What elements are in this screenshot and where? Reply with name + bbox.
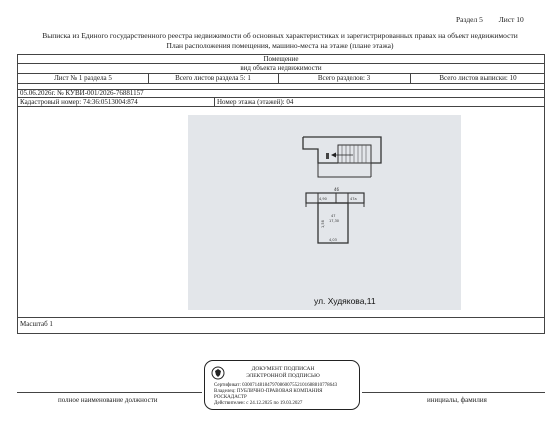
name-caption: инициалы, фамилия xyxy=(427,396,487,404)
room-area-label: 4,90 xyxy=(319,197,327,201)
document-title: Выписка из Единого государственного реестра недвижимости об основных характеристиках и зарегистрированных правах на объект недвижимости xyxy=(42,31,518,40)
room-47a-label: 47а xyxy=(350,197,357,201)
page-header-right xyxy=(452,15,524,24)
floor-plan-drawing xyxy=(188,115,461,310)
document-subtitle: План расположения помещения, машино-места на этаже (плане этажа) xyxy=(166,41,394,50)
e-signature-stamp xyxy=(204,360,360,410)
total-sheets: Всего листов выписки: 10 xyxy=(439,74,517,82)
address-label: ул. Худякова,11 xyxy=(314,296,376,306)
date-number: 05.06.2026г. № КУВИ-001/2026-76881157 xyxy=(20,89,144,97)
room-side-label: 1,58 xyxy=(321,220,325,228)
floor-plan-image xyxy=(188,115,461,310)
section-label: Раздел 5 xyxy=(456,15,483,24)
position-caption: полное наименование должности xyxy=(58,396,158,404)
signature-owner: Владелец: ПУБЛИЧНО-ПРАВОВАЯ КОМПАНИЯ xyxy=(214,389,323,394)
total-sheets-section: Всего листов раздела 5: 1 xyxy=(175,74,251,82)
room-bottom-label: 4,03 xyxy=(329,238,337,242)
signature-line2: ЭЛЕКТРОННОЙ ПОДПИСЬЮ xyxy=(246,373,320,379)
signature-owner-org: РОСКАДАСТР xyxy=(214,395,247,400)
object-type-caption: вид объекта недвижимости xyxy=(240,64,322,72)
room-47-label: 47 xyxy=(331,214,336,218)
room-47-area-label: 17,30 xyxy=(329,219,340,223)
scale-label: Масштаб 1 xyxy=(20,320,53,328)
signature-certificate: Сертификат: 03007148184797086007552101688810778643 xyxy=(214,383,338,388)
signature-validity: Действителен: с 24.12.2025 по 19.03.2027 xyxy=(214,401,303,406)
cadastral-number: Кадастровый номер: 74:36:0513004:874 xyxy=(20,98,138,106)
total-sections: Всего разделов: 3 xyxy=(317,74,371,82)
position-underline xyxy=(17,392,202,393)
sheet-number: Лист № 1 раздела 5 xyxy=(54,74,112,82)
signature-line1: ДОКУМЕНТ ПОДПИСАН xyxy=(251,366,315,372)
name-underline xyxy=(362,392,545,393)
room-46-label: 46 xyxy=(334,187,340,192)
object-type: Помещение xyxy=(263,55,299,63)
floor-number: Номер этажа (этажей): 04 xyxy=(217,98,294,106)
sheet-label: Лист 10 xyxy=(498,15,524,24)
